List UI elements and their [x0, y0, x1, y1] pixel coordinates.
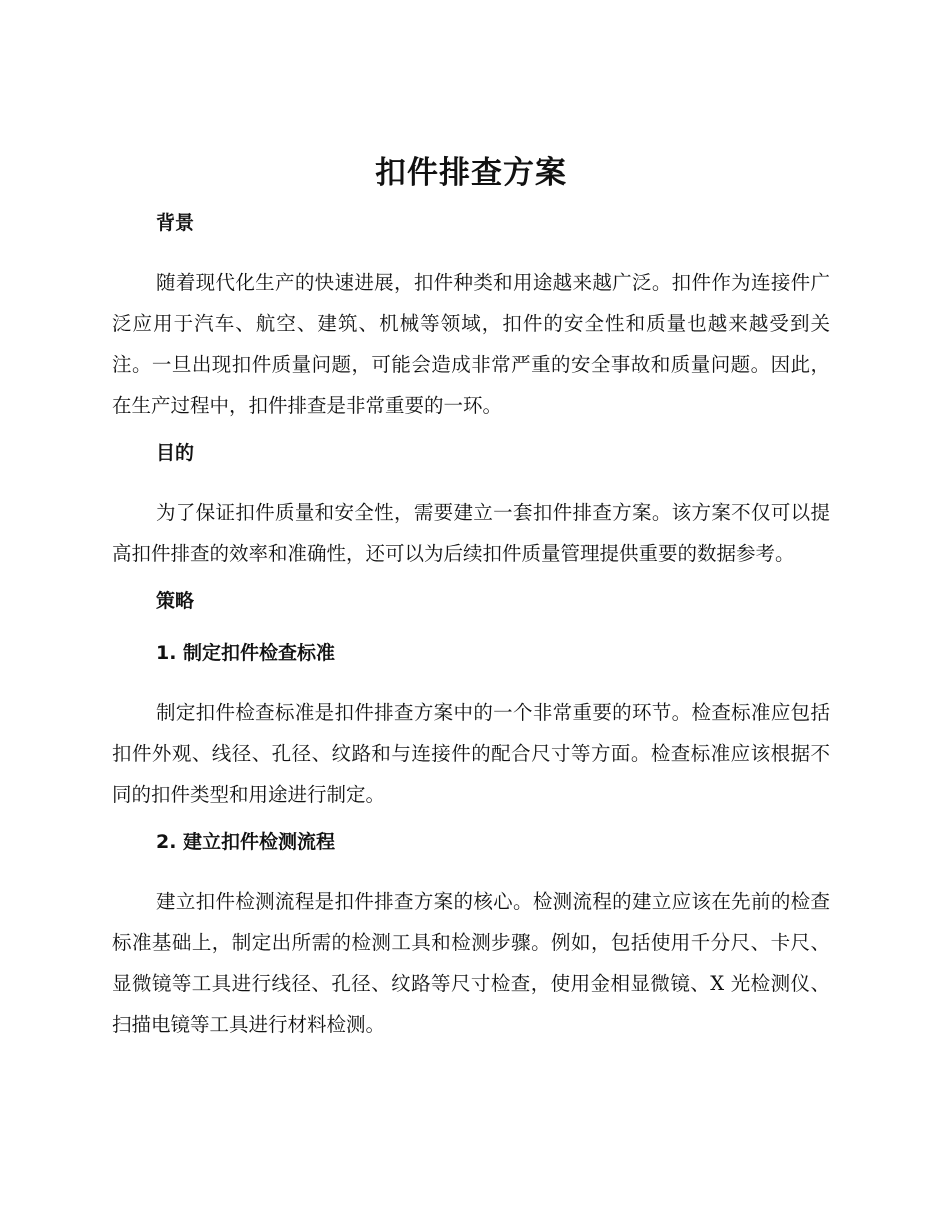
- section-heading-purpose: 目的: [156, 442, 195, 464]
- subsection-heading-inspection-process: 2. 建立扣件检测流程: [156, 831, 336, 853]
- paragraph-inspection-process: 建立扣件检测流程是扣件排查方案的核心。检测流程的建立应该在先前的检查标准基础上，制定出所需的检测工具和检测步骤。例如，包括使用千分尺、卡尺、显微镜等工具进行线径、孔径、纹路等尺寸检查，使用金相显微镜、X 光检测仪、扫描电镜等工具进行材料检测。: [112, 890, 830, 1036]
- paragraph-inspection-standard: 制定扣件检查标准是扣件排查方案中的一个非常重要的环节。检查标准应包括扣件外观、线径、孔径、纹路和与连接件的配合尺寸等方面。检查标准应该根据不同的扣件类型和用途进行制定。: [112, 701, 830, 806]
- paragraph-purpose: 为了保证扣件质量和安全性，需要建立一套扣件排查方案。该方案不仅可以提高扣件排查的效率和准确性，还可以为后续扣件质量管理提供重要的数据参考。: [112, 501, 830, 565]
- document-title: 扣件排查方案: [375, 155, 567, 191]
- subsection-heading-inspection-standard: 1. 制定扣件检查标准: [156, 642, 336, 664]
- section-heading-background: 背景: [156, 212, 195, 234]
- document-page: [112, 150, 830, 1059]
- section-heading-strategy: 策略: [156, 590, 195, 612]
- paragraph-background: 随着现代化生产的快速进展，扣件种类和用途越来越广泛。扣件作为连接件广泛应用于汽车、航空、建筑、机械等领域，扣件的安全性和质量也越来越受到关注。一旦出现扣件质量问题，可能会造成非常严重的安全事故和质量问题。因此，在生产过程中，扣件排查是非常重要的一环。: [112, 271, 830, 417]
